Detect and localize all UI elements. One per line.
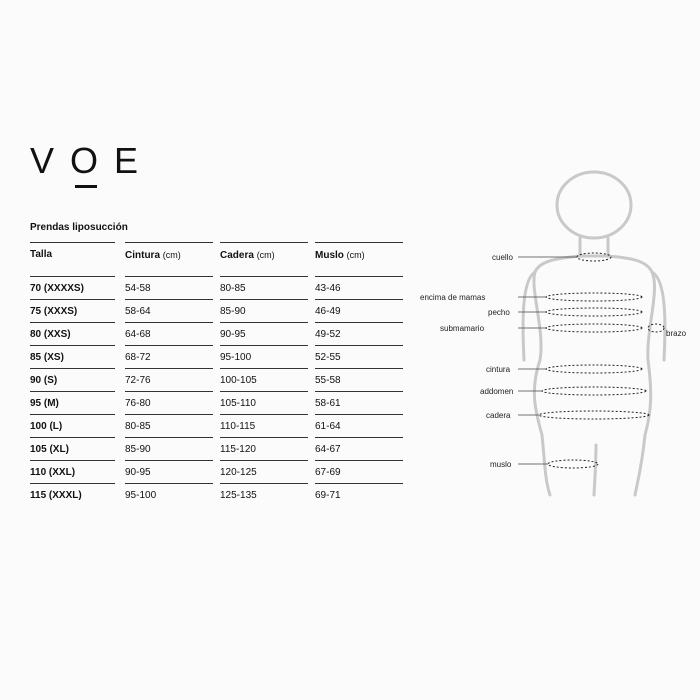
table-cell-cadera: 90-95 — [220, 322, 308, 345]
label-muslo: muslo — [490, 460, 512, 469]
table-cell-muslo: 67-69 — [315, 460, 403, 483]
table-cell-cintura: 80-85 — [125, 414, 213, 437]
table-cell-size: 70 (XXXXS) — [30, 276, 115, 299]
label-encima-de-mamas: encima de mamas — [420, 293, 486, 302]
head-outline — [557, 172, 631, 238]
table-cell-cadera: 125-135 — [220, 483, 308, 506]
thigh-measure-ellipse — [548, 460, 598, 468]
table-cell-muslo: 49-52 — [315, 322, 403, 345]
brand-logo: VOE — [30, 140, 155, 181]
above-bust-measure-ellipse — [546, 293, 642, 301]
abdomen-measure-ellipse — [542, 387, 646, 395]
header-talla: Talla — [30, 242, 115, 269]
table-cell-muslo: 43-46 — [315, 276, 403, 299]
table-cell-size: 95 (M) — [30, 391, 115, 414]
label-addomen: addomen — [480, 387, 514, 396]
table-cell-size: 85 (XS) — [30, 345, 115, 368]
table-cell-cadera: 105-110 — [220, 391, 308, 414]
table-title: Prendas liposucción — [30, 222, 128, 233]
table-cell-cadera: 115-120 — [220, 437, 308, 460]
logo-underline — [75, 185, 97, 188]
table-cell-cadera: 100-105 — [220, 368, 308, 391]
table-cell-size: 80 (XXS) — [30, 322, 115, 345]
waist-measure-ellipse — [546, 365, 642, 373]
table-cell-cintura: 58-64 — [125, 299, 213, 322]
table-cell-size: 105 (XL) — [30, 437, 115, 460]
table-cell-muslo: 52-55 — [315, 345, 403, 368]
body-measurement-diagram — [420, 160, 687, 510]
table-cell-size: 75 (XXXS) — [30, 299, 115, 322]
table-cell-cadera: 80-85 — [220, 276, 308, 299]
table-cell-size: 90 (S) — [30, 368, 115, 391]
table-cell-cintura: 90-95 — [125, 460, 213, 483]
table-cell-muslo: 46-49 — [315, 299, 403, 322]
table-cell-cintura: 64-68 — [125, 322, 213, 345]
label-cintura: cintura — [486, 365, 511, 374]
table-cell-cintura: 72-76 — [125, 368, 213, 391]
hip-measure-ellipse — [539, 411, 649, 419]
label-pecho: pecho — [488, 308, 510, 317]
table-cell-size: 115 (XXXL) — [30, 483, 115, 506]
header-muslo: Muslo (cm) — [315, 242, 403, 269]
table-cell-size: 100 (L) — [30, 414, 115, 437]
bust-measure-ellipse — [546, 308, 642, 316]
table-cell-muslo: 61-64 — [315, 414, 403, 437]
table-cell-cadera: 120-125 — [220, 460, 308, 483]
label-cuello: cuello — [492, 253, 513, 262]
table-cell-cadera: 95-100 — [220, 345, 308, 368]
header-cadera: Cadera (cm) — [220, 242, 308, 269]
table-cell-cintura: 95-100 — [125, 483, 213, 506]
table-cell-cintura: 54-58 — [125, 276, 213, 299]
left-torso-outline — [534, 256, 580, 495]
table-cell-size: 110 (XXL) — [30, 460, 115, 483]
leg-divide-outline — [594, 445, 596, 495]
label-submamario: submamario — [440, 324, 485, 333]
table-cell-cintura: 76-80 — [125, 391, 213, 414]
table-cell-cintura: 68-72 — [125, 345, 213, 368]
label-cadera: cadera — [486, 411, 511, 420]
right-torso-outline — [608, 256, 654, 495]
table-cell-muslo: 69-71 — [315, 483, 403, 506]
table-cell-muslo: 58-61 — [315, 391, 403, 414]
table-cell-muslo: 55-58 — [315, 368, 403, 391]
table-cell-cintura: 85-90 — [125, 437, 213, 460]
table-cell-muslo: 64-67 — [315, 437, 403, 460]
label-brazo: brazo — [666, 329, 687, 338]
header-cintura: Cintura (cm) — [125, 242, 213, 269]
table-cell-cadera: 110-115 — [220, 414, 308, 437]
underbust-measure-ellipse — [546, 324, 642, 332]
table-cell-cadera: 85-90 — [220, 299, 308, 322]
